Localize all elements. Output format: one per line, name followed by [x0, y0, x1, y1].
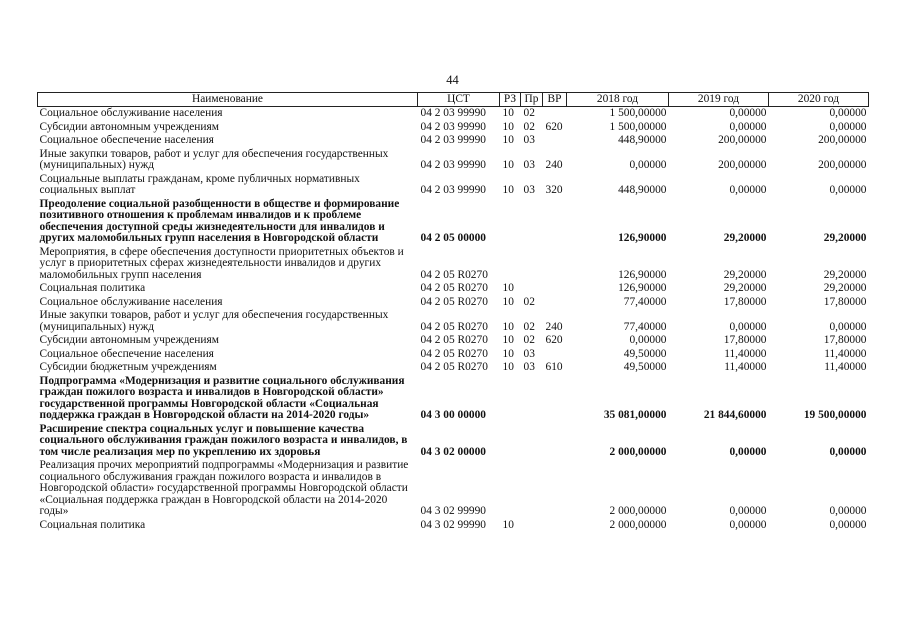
- cell-name: Мероприятия, в сфере обеспечения доступности приоритетных объектов и услуг в приоритетных сферах жизнедеятельности инвалидов и других маломобильных групп населения: [39, 245, 404, 281]
- cell-rz: [500, 459, 521, 519]
- cell-2020: 19 500,00000: [803, 409, 867, 421]
- cell-2019: 17,80000: [723, 295, 767, 308]
- cell-2018: 126,90000: [618, 282, 667, 294]
- cell-cst: 04 2 05 R0270: [420, 268, 488, 281]
- cell-2018: 448,90000: [618, 134, 667, 146]
- cell-name: Социальная политика: [39, 518, 146, 531]
- cell-cst: 04 2 05 R0270: [420, 361, 488, 373]
- cell-cst: 04 3 00 00000: [420, 409, 486, 421]
- cell-cst: 04 2 03 99990: [420, 159, 486, 171]
- cell-2019: 21 844,60000: [703, 409, 767, 421]
- cell-2020: 0,00000: [829, 107, 867, 119]
- cell-cst: 04 2 05 R0270: [420, 320, 488, 333]
- cell-name: Расширение спектра социальных услуг и повышение качества социального обслуживания граждан пожилого возраста и инвалидов, в том числе реализация мер по укреплению их здоровья: [39, 422, 408, 458]
- cell-vr: [543, 282, 567, 296]
- cell-2018: 1 500,00000: [609, 120, 667, 133]
- cell-2018: 35 081,00000: [603, 409, 667, 421]
- cell-2019: 0,00000: [729, 320, 767, 333]
- cell-rz: 10: [502, 334, 514, 346]
- cell-2019: 0,00000: [729, 445, 767, 458]
- cell-cst: 04 2 05 R0270: [420, 347, 488, 360]
- cell-pr: 03: [523, 361, 535, 373]
- cell-rz: 10: [502, 184, 514, 196]
- cell-rz: 10: [502, 282, 514, 294]
- cell-pr: 03: [523, 134, 535, 146]
- cell-vr: [543, 459, 567, 519]
- cell-vr: [543, 519, 567, 533]
- cell-cst: 04 2 05 00000: [420, 232, 486, 244]
- cell-2018: 126,90000: [618, 232, 667, 244]
- cell-2018: 0,00000: [629, 159, 667, 171]
- table-body: [38, 107, 869, 533]
- cell-name: Социальное обеспечение населения: [39, 134, 214, 146]
- cell-2019: 0,00000: [729, 505, 767, 517]
- cell-2020: 200,00000: [818, 134, 867, 146]
- cell-cst: 04 2 05 R0270: [420, 295, 488, 308]
- cell-pr: 02: [523, 295, 535, 308]
- cell-2020: 29,20000: [823, 268, 867, 281]
- cell-name: Социальная политика: [39, 282, 146, 294]
- cell-2019: 17,80000: [723, 334, 767, 346]
- table-row: [38, 148, 869, 173]
- header-vr: ВР: [543, 93, 567, 107]
- header-2020: 2020 год: [769, 93, 869, 107]
- cell-pr: [521, 282, 543, 296]
- cell-pr: 03: [523, 347, 535, 360]
- cell-vr: 240: [545, 159, 563, 171]
- cell-2019: 0,00000: [729, 184, 767, 196]
- header-name: Наименование: [38, 93, 418, 107]
- table-row: [38, 423, 869, 460]
- cell-pr: 02: [523, 320, 535, 333]
- cell-cst: 04 3 02 99990: [420, 518, 486, 531]
- cell-2018: 1 500,00000: [609, 107, 667, 119]
- header-rz: РЗ: [500, 93, 521, 107]
- cell-2020: 0,00000: [829, 120, 867, 133]
- table-row: [38, 309, 869, 334]
- cell-2020: 29,20000: [823, 232, 867, 244]
- cell-name: Иные закупки товаров, работ и услуг для обеспечения государственных (муниципальных) нужд: [39, 309, 389, 333]
- table-row: [38, 459, 869, 519]
- cell-vr: 240: [545, 320, 563, 333]
- cell-2020: 17,80000: [823, 334, 867, 346]
- table-row: [38, 282, 869, 296]
- cell-2018: 126,90000: [618, 268, 667, 281]
- table-row: [38, 246, 869, 283]
- cell-rz: [500, 423, 521, 460]
- cell-cst: 04 2 03 99990: [420, 107, 486, 119]
- cell-vr: [543, 246, 567, 283]
- cell-cst: 04 3 02 99990: [420, 505, 486, 517]
- cell-cst: 04 2 03 99990: [420, 134, 486, 146]
- table-row: [38, 361, 869, 375]
- cell-2018: 448,90000: [618, 184, 667, 196]
- cell-cst: 04 2 05 R0270: [420, 282, 488, 294]
- header-pr: Пр: [521, 93, 543, 107]
- table-row: [38, 134, 869, 148]
- cell-rz: 10: [502, 120, 514, 133]
- cell-2019: 200,00000: [718, 159, 767, 171]
- cell-name: Субсидии бюджетным учреждениям: [39, 361, 217, 373]
- cell-vr: [543, 198, 567, 246]
- cell-2020: 11,40000: [824, 347, 867, 360]
- cell-pr: [521, 246, 543, 283]
- table-row: [38, 198, 869, 246]
- cell-2018: 77,40000: [623, 320, 667, 333]
- table-row: [38, 296, 869, 310]
- budget-table: [37, 92, 869, 532]
- page-number: 44: [446, 73, 459, 87]
- cell-2020: 0,00000: [829, 445, 867, 458]
- cell-2018: 2 000,00000: [609, 445, 667, 458]
- cell-2019: 11,40000: [724, 361, 767, 373]
- cell-name: Иные закупки товаров, работ и услуг для обеспечения государственных (муниципальных) нужд: [39, 147, 389, 171]
- cell-rz: [500, 246, 521, 283]
- table-row: [38, 334, 869, 348]
- table-row: [38, 173, 869, 198]
- cell-rz: 10: [502, 295, 514, 308]
- cell-2019: 29,20000: [723, 282, 767, 294]
- cell-rz: [500, 375, 521, 423]
- cell-rz: 10: [502, 107, 514, 119]
- cell-vr: [543, 423, 567, 460]
- cell-name: Субсидии автономным учреждениям: [39, 120, 219, 133]
- cell-2019: 0,00000: [729, 518, 767, 531]
- cell-vr: [543, 375, 567, 423]
- cell-name: Субсидии автономным учреждениям: [39, 334, 219, 346]
- cell-rz: 10: [502, 361, 514, 373]
- cell-pr: 02: [523, 120, 535, 133]
- cell-2018: 49,50000: [623, 361, 667, 373]
- cell-2019: 200,00000: [718, 134, 767, 146]
- cell-2019: 0,00000: [729, 120, 767, 133]
- header-cst: ЦСТ: [418, 93, 500, 107]
- cell-pr: 03: [523, 184, 535, 196]
- cell-2019: 29,20000: [723, 268, 767, 281]
- cell-vr: 320: [545, 184, 563, 196]
- cell-2018: 2 000,00000: [609, 505, 667, 517]
- cell-vr: [543, 134, 567, 148]
- cell-2020: 0,00000: [829, 320, 867, 333]
- cell-vr: 620: [545, 334, 563, 346]
- cell-2018: 2 000,00000: [609, 518, 667, 531]
- cell-2019: 29,20000: [723, 232, 767, 244]
- header-2018: 2018 год: [567, 93, 669, 107]
- cell-pr: 02: [523, 107, 535, 119]
- cell-vr: [543, 348, 567, 362]
- cell-2019: 11,40000: [724, 347, 767, 360]
- cell-rz: 10: [502, 518, 514, 531]
- table-row: [38, 348, 869, 362]
- cell-rz: 10: [502, 134, 514, 146]
- cell-pr: [521, 459, 543, 519]
- cell-pr: [521, 198, 543, 246]
- cell-vr: [543, 296, 567, 310]
- cell-rz: 10: [502, 320, 514, 333]
- cell-vr: [543, 107, 567, 121]
- cell-2018: 49,50000: [623, 347, 667, 360]
- cell-cst: 04 2 03 99990: [420, 184, 486, 196]
- cell-rz: 10: [502, 159, 514, 171]
- header-row: [38, 93, 869, 107]
- cell-name: Подпрограмма «Модернизация и развитие социального обслуживания граждан пожилого возраста и инвалидов в Новгородской области» государственной программы Новгородской области «Социальная поддержка граждан в Новгородской области на 2014-2020 годы»: [39, 374, 405, 421]
- cell-name: Преодоление социальной разобщенности в обществе и формирование позитивного отношения к проблемам инвалидов и к проблеме обеспечения доступной среды жизнедеятельности для инвалидов и других маломобильных групп населения в Новгородской области: [39, 197, 400, 244]
- cell-2020: 0,00000: [829, 184, 867, 196]
- table-row: [38, 121, 869, 135]
- table-row: [38, 107, 869, 121]
- cell-2020: 0,00000: [829, 518, 867, 531]
- cell-cst: 04 2 05 R0270: [420, 334, 488, 346]
- header-2019: 2019 год: [669, 93, 769, 107]
- cell-pr: 03: [523, 159, 535, 171]
- cell-2018: 0,00000: [629, 334, 667, 346]
- cell-name: Реализация прочих мероприятий подпрограммы «Модернизация и развитие социального обслуживания граждан пожилого возраста и инвалидов в Новгородской области» государственной программы Новгородской области «Социальная поддержка граждан в Новгородской области на 2014-2020 годы»: [39, 459, 409, 517]
- table-row: [38, 519, 869, 533]
- cell-pr: [521, 375, 543, 423]
- cell-2018: 77,40000: [623, 295, 667, 308]
- cell-2020: 29,20000: [823, 282, 867, 294]
- cell-cst: 04 3 02 00000: [420, 445, 486, 458]
- cell-name: Социальные выплаты гражданам, кроме публичных нормативных социальных выплат: [39, 172, 360, 196]
- cell-rz: [500, 198, 521, 246]
- cell-pr: [521, 423, 543, 460]
- cell-name: Социальное обеспечение населения: [39, 347, 214, 360]
- cell-2020: 0,00000: [829, 505, 867, 517]
- cell-rz: 10: [502, 347, 514, 360]
- cell-name: Социальное обслуживание населения: [39, 295, 223, 308]
- cell-pr: [521, 519, 543, 533]
- cell-vr: 620: [545, 120, 563, 133]
- cell-pr: 02: [523, 334, 535, 346]
- cell-2020: 200,00000: [818, 159, 867, 171]
- cell-2020: 11,40000: [824, 361, 867, 373]
- table-row: [38, 375, 869, 423]
- cell-cst: 04 2 03 99990: [420, 120, 486, 133]
- cell-2020: 17,80000: [823, 295, 867, 308]
- cell-vr: 610: [545, 361, 563, 373]
- cell-name: Социальное обслуживание населения: [39, 107, 223, 119]
- cell-2019: 0,00000: [729, 107, 767, 119]
